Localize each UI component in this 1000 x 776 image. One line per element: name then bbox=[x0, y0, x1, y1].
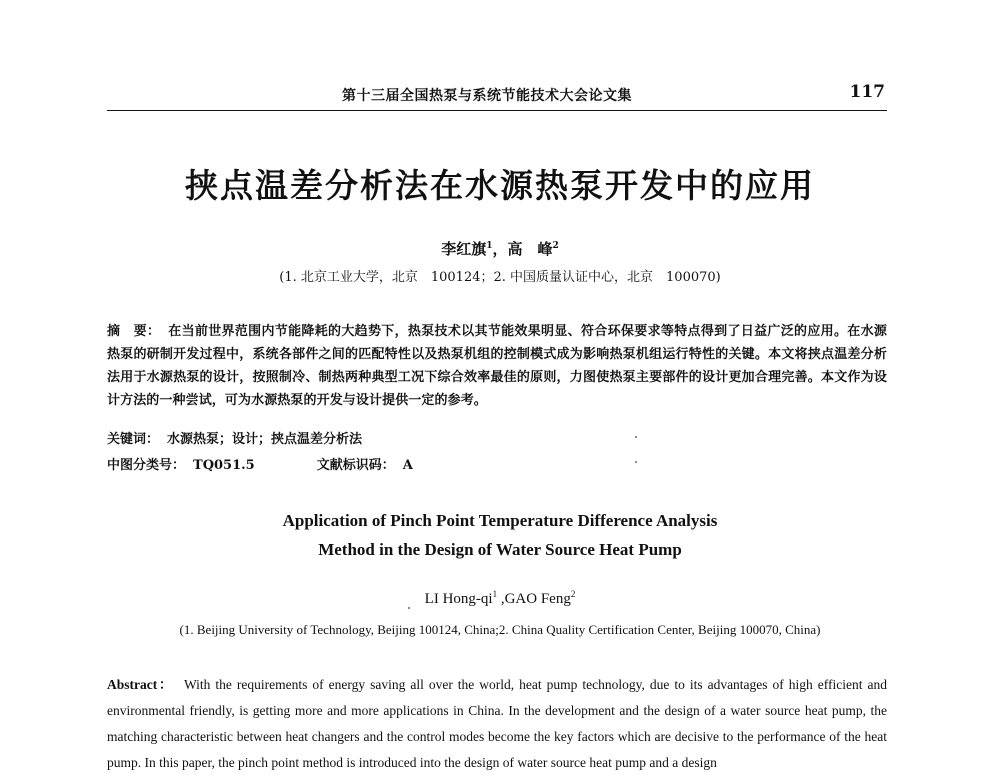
scan-speck bbox=[635, 461, 637, 463]
cn-keywords-text: 水源热泵；设计；挟点温差分析法 bbox=[167, 432, 363, 447]
cn-abstract-text: 在当前世界范围内节能降耗的大趋势下，热泵技术以其节能效果明显、符合环保要求等特点得到了日益广泛的应用。在水源热泵的研制开发过程中，系统各部件之间的匹配特性以及热泵机组的控制模式成为影响热泵机组运行特性的关键。本文将挟点温差分析法用于水源热泵的设计，按照制冷、制热两种典型工况下综合效率最佳的原则，力图使热泵主要部件的设计更加合理完善。本文作为设计方法的一种尝试，可为水源热泵的开发与设计提供一定的参考。 bbox=[107, 324, 887, 408]
en-author-2-sup: 2 bbox=[570, 589, 576, 599]
en-authors bbox=[0, 591, 1000, 608]
en-author-1: LI Hong-qi bbox=[424, 591, 493, 607]
cn-affiliation: (1. 北京工业大学，北京 100124；2. 中国质量认证中心，北京 100070) bbox=[279, 270, 721, 285]
cn-author-1-sup: 1 bbox=[486, 241, 493, 251]
en-author-1-sup: 1 bbox=[492, 589, 498, 599]
header-rule bbox=[107, 110, 887, 111]
en-title-line-1: Application of Pinch Point Temperature Difference Analysis bbox=[282, 511, 718, 530]
en-author-sep: , bbox=[497, 591, 505, 607]
running-title: 第十三届全国热泵与系统节能技术大会论文集 bbox=[342, 88, 632, 104]
doc-code-label: 文献标识码： bbox=[316, 458, 395, 473]
en-title bbox=[0, 506, 1000, 564]
cn-author-sep: ， bbox=[492, 240, 508, 258]
scan-speck bbox=[635, 436, 637, 438]
clc-value: TQ051.5 bbox=[193, 458, 255, 473]
cn-keywords bbox=[107, 428, 887, 447]
clc-label: 中图分类号： bbox=[107, 458, 186, 473]
cn-abstract-label: 摘 要： bbox=[107, 324, 161, 339]
en-abstract-label: Abstract： bbox=[107, 677, 174, 692]
cn-abstract bbox=[107, 320, 887, 412]
cn-author-2: 高 峰 bbox=[507, 240, 553, 258]
cn-authors bbox=[0, 238, 1000, 259]
cn-author-2-sup: 2 bbox=[552, 241, 559, 251]
en-title-line-2: Method in the Design of Water Source Heat Pump bbox=[318, 540, 682, 559]
cn-classification bbox=[107, 454, 887, 473]
en-abstract-text: With the requirements of energy saving all over the world, heat pump technology, due to its advantages of high efficient and environmental friendly, is getting more and more applications in China. In the development and the design of a water source heat pump, the matching characteristic between heat changers and the control modes become the key factors which are decisive to the performance of the heat pump. In this paper, the pinch point method is introduced into the design of water source heat pump and a design bbox=[107, 677, 887, 770]
page-number: 117 bbox=[849, 82, 885, 102]
cn-author-1: 李红旗 bbox=[441, 240, 487, 258]
doc-code-value: A bbox=[402, 458, 413, 473]
cn-keywords-label: 关键词： bbox=[107, 432, 160, 447]
en-author-2: GAO Feng bbox=[504, 591, 571, 607]
en-affiliation: (1. Beijing University of Technology, Beijing 100124, China;2. China Quality Certification Center, Beijing 100070, China) bbox=[179, 622, 821, 637]
running-header bbox=[107, 82, 887, 108]
en-abstract bbox=[107, 672, 887, 776]
cn-title: 挟点温差分析法在水源热泵开发中的应用 bbox=[185, 166, 815, 205]
